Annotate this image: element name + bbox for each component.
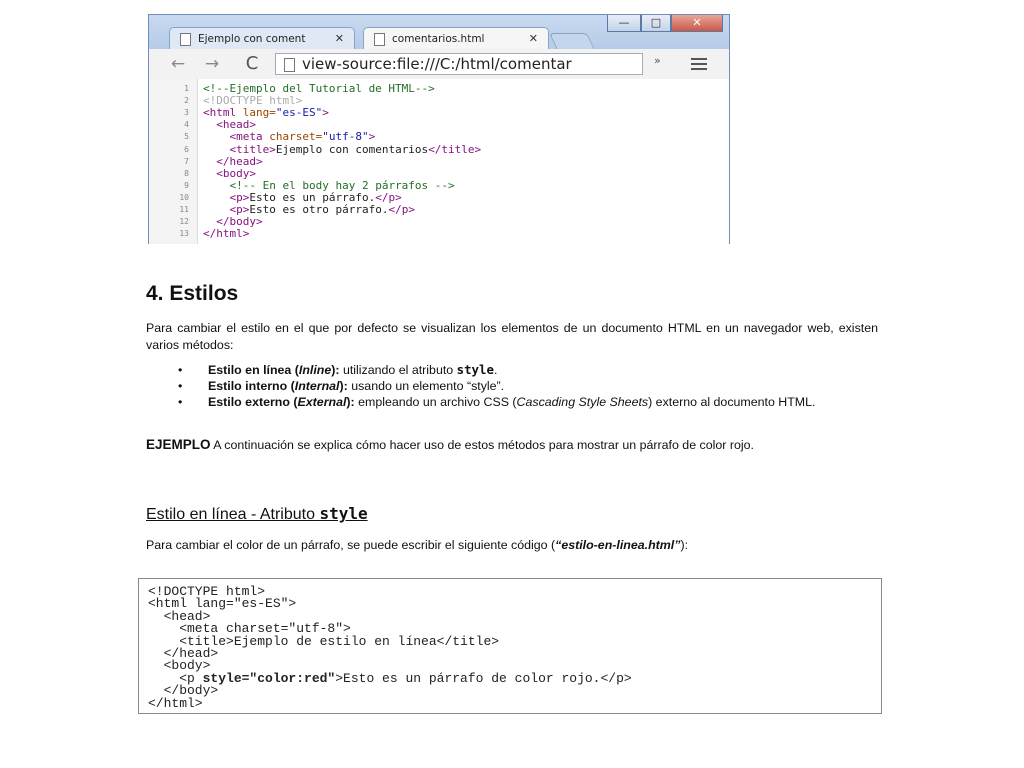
close-window-button[interactable]: ✕ [671,15,723,32]
code-token [203,143,230,156]
code-token: "utf-8" [322,130,369,144]
code-token: <!-- En el body hay 2 párrafos --> [229,178,455,192]
tab-comentarios-html[interactable] [363,27,549,49]
item-text: utilizando el atributo [339,363,457,377]
code-segment: </body> [148,683,219,699]
code-segment: <!DOCTYPE html> [148,584,266,599]
item-label-italic: Internal [294,379,340,393]
tab-label: comentarios.html [392,33,485,45]
code-token: Esto es un párrafo. [249,190,376,204]
section-heading: 4. Estilos [146,282,239,305]
code-token: <!DOCTYPE html> [203,94,303,108]
code-example-box [138,578,882,714]
bullet-icon: • [178,395,183,409]
code-token: <head> [216,118,256,132]
item-label-italic: External [297,395,347,409]
tab-ejemplo-con-comentarios[interactable] [169,27,355,49]
new-tab-button[interactable] [549,33,595,50]
item-code: style [456,362,494,377]
line-number: 10 [179,192,189,202]
page-icon [374,33,385,46]
code-token: </p> [375,190,402,204]
line-number: 13 [179,229,189,239]
line-number: 5 [184,132,189,142]
line-number: 1 [184,84,189,93]
tab-label: Ejemplo con coment [198,33,306,45]
source-code [203,228,249,240]
item-text-end: . [493,363,498,377]
code-line [148,697,203,710]
subheading-code: style [319,504,368,523]
code-token: </body> [216,215,263,229]
code-token: <!--Ejemplo del Tutorial de HTML--> [203,82,435,95]
code-segment: >Esto es un párrafo de color rojo.</p> [335,670,632,686]
back-button[interactable]: ← [170,54,186,74]
code-token: <html [203,106,243,120]
code-segment: style="color:red" [202,670,336,686]
code-token: Ejemplo con comentarios [275,142,429,156]
code-token: > [368,130,376,144]
code-segment: <body> [148,658,211,674]
item-label: Estilo interno ( [208,379,295,393]
code-token: <p> [229,190,250,204]
list-item [178,378,878,394]
code-token: "es-ES" [275,106,323,120]
maximize-button[interactable]: □ [641,15,671,32]
code-token [203,130,230,143]
item-label-end: ): [331,363,340,377]
line-number: 11 [179,205,189,214]
line-number: 4 [184,120,189,130]
close-icon[interactable]: ✕ [334,32,344,45]
overflow-chevron-icon[interactable]: » [654,54,661,67]
item-text: usando un elemento “style”. [347,379,505,393]
list-item [178,394,878,410]
code-token: lang= [242,106,276,120]
title-bar [149,15,729,49]
list-item [178,362,878,378]
code-token: </title> [428,142,482,156]
code-segment: </html> [148,695,203,711]
item-label: Estilo externo ( [208,395,298,409]
subsection-paragraph [146,537,878,554]
code-token: <meta [229,130,270,144]
bullet-icon: • [178,379,183,393]
code-token: <body> [216,166,256,180]
code-segment: <title>Ejemplo de estilo en línea</title> [148,633,500,649]
item-label: Estilo en línea ( [208,363,299,377]
code-line [148,672,632,685]
code-segment: <head> [148,608,211,624]
code-token: </head> [216,154,263,168]
code-segment: <html lang="es-ES"> [148,596,297,612]
code-token: <p> [229,203,250,216]
sub-para-text: Para cambiar el color de un párrafo, se puede escribir el siguiente código ( [146,538,556,552]
browser-screenshot [148,14,730,244]
source-view [149,79,729,244]
code-token: <title> [229,142,276,156]
methods-list [178,362,878,410]
code-token [203,215,216,228]
example-label: EJEMPLO [146,437,211,452]
item-label-italic: Inline [298,363,332,377]
code-token: Esto es otro párrafo. [249,203,389,216]
sub-para-end: ): [680,538,689,552]
code-token [203,155,216,168]
code-token [203,118,216,131]
code-token [203,179,230,192]
code-token: charset= [269,130,323,144]
page-icon [180,33,191,46]
example-paragraph [146,436,878,454]
line-number: 3 [184,108,189,118]
code-token: </html> [203,227,250,241]
bullet-icon: • [178,363,183,377]
code-segment: </head> [148,646,219,661]
browser-toolbar [149,49,729,80]
close-icon[interactable]: ✕ [528,32,538,45]
code-token: </p> [388,203,415,216]
reload-button[interactable]: C [245,53,259,74]
line-number: 2 [184,96,189,106]
line-number: 7 [184,156,189,166]
subsection-heading [146,504,368,524]
code-segment: <meta charset="utf-8"> [148,621,351,637]
code-token [203,167,216,180]
code-segment: <p [148,670,203,686]
code-token [203,191,230,204]
sub-para-filename: “estilo-en-linea.html” [555,538,681,552]
line-number: 12 [179,217,189,227]
address-text: view-source:file:///C:/html/comentar [302,55,572,73]
item-text-end: ) externo al documento HTML. [648,395,816,409]
code-token: > [322,106,329,120]
item-label-end: ): [339,379,348,393]
menu-icon[interactable] [691,55,707,71]
address-bar[interactable] [275,53,643,75]
item-text-italic: Cascading Style Sheets [516,395,649,409]
subheading-text: Estilo en línea - Atributo [146,506,320,523]
item-text: empleando un archivo CSS ( [354,395,517,409]
code-token [203,203,230,216]
page-icon [284,58,295,72]
item-label-end: ): [346,395,355,409]
line-number: 9 [184,180,189,190]
line-number: 8 [184,168,189,178]
forward-button[interactable]: → [204,54,220,74]
intro-paragraph: Para cambiar el estilo en el que por defecto se visualizan los elementos de un documento HTML en un navegador web, existen varios métodos: [146,321,878,352]
source-line [149,228,729,240]
example-text: A continuación se explica cómo hacer uso de estos métodos para mostrar un párrafo de color rojo. [210,438,754,452]
line-number: 6 [184,144,189,154]
minimize-button[interactable]: — [607,15,641,32]
